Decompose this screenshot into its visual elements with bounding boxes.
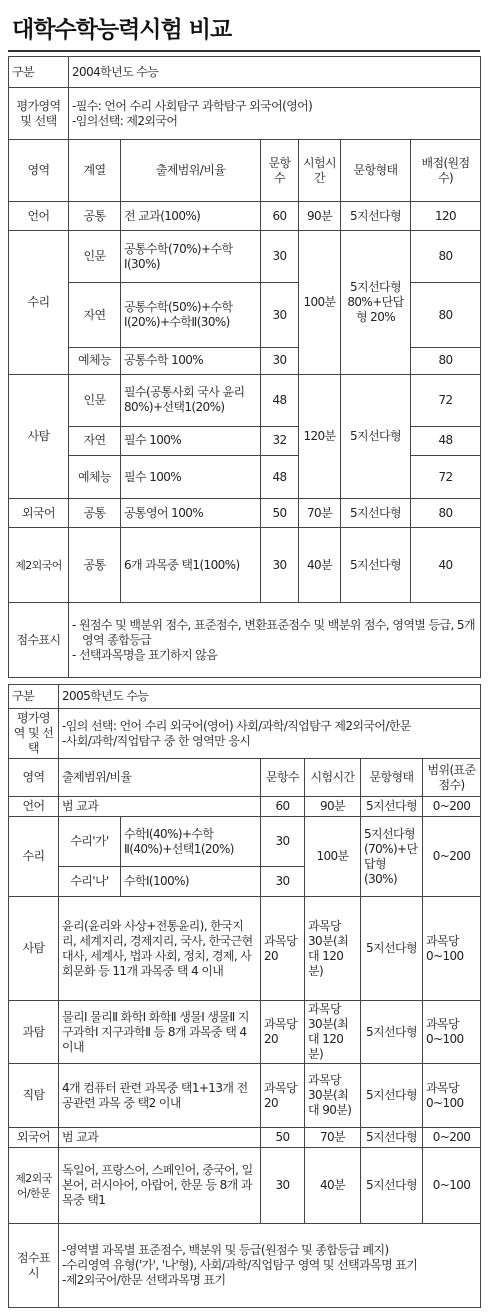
table-row xyxy=(9,499,481,528)
count-cell: 30 xyxy=(261,867,305,897)
eval-label: 평가영역 및 선택 xyxy=(9,88,69,140)
scope-cell: 필수 100% xyxy=(121,426,261,455)
points-cell: 80 xyxy=(411,231,481,283)
table-row xyxy=(9,603,481,678)
table-row xyxy=(9,57,481,88)
time-cell: 100분 xyxy=(299,231,341,374)
score-label: 점수표시 xyxy=(9,1224,59,1308)
eval-line: -사회/과학/직업탐구 중 한 영역만 응시 xyxy=(62,733,251,748)
area-cell: 사탐 xyxy=(9,374,69,499)
time-cell: 40분 xyxy=(305,1148,361,1224)
range-cell: 과목당 0~100 xyxy=(423,1001,481,1064)
table-row xyxy=(9,709,481,759)
range-cell: 0~200 xyxy=(423,817,481,897)
scope-cell: 필수 100% xyxy=(121,455,261,499)
count-cell: 과목당 20 xyxy=(261,897,305,1001)
table-2004 xyxy=(8,56,481,678)
type-cell: 5지선다형 xyxy=(361,1128,423,1148)
table-header-row xyxy=(9,140,481,202)
range-cell: 0~200 xyxy=(423,1128,481,1148)
area-cell: 언어 xyxy=(9,797,59,817)
type-cell: 5지선다형 xyxy=(361,897,423,1001)
table-row xyxy=(9,202,481,231)
eval-label: 평가영역 및 선택 xyxy=(9,709,59,759)
header-count: 문항수 xyxy=(261,759,305,797)
table-2005 xyxy=(8,684,481,1308)
score-line: - 선택과목명을 표기하지 않음 xyxy=(72,647,218,662)
range-cell: 0~200 xyxy=(423,797,481,817)
range-cell: 과목당 0~100 xyxy=(423,897,481,1001)
table-row xyxy=(9,1064,481,1128)
header-type: 문항형태 xyxy=(341,140,411,202)
points-cell: 72 xyxy=(411,455,481,499)
type-cell: 5지선다형 xyxy=(341,202,411,231)
header-area: 영역 xyxy=(9,759,59,797)
scope-cell: 공통수학(50%)+수학Ⅰ(20%)+수학Ⅱ(30%) xyxy=(121,283,261,347)
count-cell: 60 xyxy=(261,202,299,231)
type-cell: 5지선다형 xyxy=(361,797,423,817)
table-row xyxy=(9,88,481,140)
table-row xyxy=(9,1128,481,1148)
scope-cell: 범 교과 xyxy=(59,1128,261,1148)
score-content xyxy=(69,603,481,678)
title-divider xyxy=(8,50,480,52)
table-row xyxy=(9,1224,481,1308)
type-cell: 5지선다형(70%)+단답형(30%) xyxy=(361,817,423,897)
header-time: 시험시간 xyxy=(305,759,361,797)
scope-cell: 필수(공통사회 국사 윤리 80%)+선택1(20%) xyxy=(121,374,261,426)
eval-line: -임의 선택: 언어 수리 외국어(영어) 사회/과학/직업탐구 제2외국어/한문 xyxy=(62,718,411,733)
scope-cell: 공통영어 100% xyxy=(121,499,261,528)
range-cell: 0~100 xyxy=(423,1148,481,1224)
count-cell: 과목당 20 xyxy=(261,1001,305,1064)
table-row xyxy=(9,528,481,603)
score-content xyxy=(59,1224,481,1308)
count-cell: 48 xyxy=(261,374,299,426)
scope-cell: 수학Ⅰ(100%) xyxy=(121,867,261,897)
table-row xyxy=(9,817,481,867)
count-cell: 과목당 20 xyxy=(261,1064,305,1128)
count-cell: 50 xyxy=(261,499,299,528)
track-cell: 예체능 xyxy=(69,347,121,374)
label-col-header: 구분 xyxy=(9,685,59,709)
area-cell: 직탐 xyxy=(9,1064,59,1128)
area-cell: 제2외국어/한문 xyxy=(9,1148,59,1224)
type-cell: 5지선다형 xyxy=(361,1148,423,1224)
time-cell: 70분 xyxy=(305,1128,361,1148)
time-cell: 120분 xyxy=(299,374,341,499)
time-cell: 40분 xyxy=(299,528,341,603)
header-scope: 출제범위/비율 xyxy=(59,759,261,797)
table-row xyxy=(9,685,481,709)
type-cell: 5지선다형 xyxy=(361,1001,423,1064)
header-time: 시험시간 xyxy=(299,140,341,202)
count-cell: 30 xyxy=(261,283,299,347)
points-cell: 40 xyxy=(411,528,481,603)
count-cell: 32 xyxy=(261,426,299,455)
table-row xyxy=(9,897,481,1001)
label-col-header: 구분 xyxy=(9,57,69,88)
scope-cell: 독일어, 프랑스어, 스페인어, 중국어, 일본어, 러시아어, 아랍어, 한문 등 8개 과목중 택1 xyxy=(59,1148,261,1224)
table-row xyxy=(9,231,481,283)
points-cell: 48 xyxy=(411,426,481,455)
count-cell: 50 xyxy=(261,1128,305,1148)
track-cell: 수리'가' xyxy=(59,817,121,867)
eval-content xyxy=(59,709,481,759)
table-row xyxy=(9,426,481,455)
time-cell: 70분 xyxy=(299,499,341,528)
track-cell: 예체능 xyxy=(69,455,121,499)
exam-year-label: 2005학년도 수능 xyxy=(59,685,481,709)
type-cell: 5지선다형 xyxy=(361,1064,423,1128)
track-cell: 공통 xyxy=(69,528,121,603)
score-line: - 원점수 및 백분위 점수, 표준점수, 변환표준점수 및 백분위 점수, 영역별 등급, 5개 영역 종합등급 xyxy=(72,617,475,647)
area-cell: 사탐 xyxy=(9,897,59,1001)
header-count: 문항수 xyxy=(261,140,299,202)
points-cell: 80 xyxy=(411,347,481,374)
table-row xyxy=(9,797,481,817)
scope-cell: 공통수학 100% xyxy=(121,347,261,374)
points-cell: 120 xyxy=(411,202,481,231)
count-cell: 30 xyxy=(261,231,299,283)
eval-line: -임의선택: 제2외국어 xyxy=(72,113,178,128)
score-line: -제2외국어/한문 선택과목명 표기 xyxy=(62,1273,226,1287)
table-row xyxy=(9,283,481,347)
time-cell: 과목당 30분(최대 120분) xyxy=(305,1001,361,1064)
table-row xyxy=(9,1148,481,1224)
area-cell: 제2외국어 xyxy=(9,528,69,603)
type-cell: 5지선다형 xyxy=(341,499,411,528)
scope-cell: 수학Ⅰ(40%)+수학Ⅱ(40%)+선택1(20%) xyxy=(121,817,261,867)
header-range: 범위(표준점수) xyxy=(423,759,481,797)
area-cell: 수리 xyxy=(9,231,69,374)
page-title: 대학수학능력시험 비교 xyxy=(12,17,232,43)
count-cell: 30 xyxy=(261,347,299,374)
points-cell: 80 xyxy=(411,499,481,528)
count-cell: 60 xyxy=(261,797,305,817)
header-type: 문항형태 xyxy=(361,759,423,797)
table-header-row xyxy=(9,759,481,797)
scope-cell: 범 교과 xyxy=(59,797,261,817)
track-cell: 자연 xyxy=(69,426,121,455)
scope-cell: 4개 컴퓨터 관련 과목중 택1+13개 전공관련 과목 중 택2 이내 xyxy=(59,1064,261,1128)
time-cell: 90분 xyxy=(305,797,361,817)
table-row xyxy=(9,455,481,499)
table-row xyxy=(9,347,481,374)
scope-cell: 공통수학(70%)+수학Ⅰ(30%) xyxy=(121,231,261,283)
points-cell: 72 xyxy=(411,374,481,426)
count-cell: 30 xyxy=(261,1148,305,1224)
track-cell: 인문 xyxy=(69,374,121,426)
time-cell: 과목당 30분(최대 120분) xyxy=(305,897,361,1001)
area-cell: 외국어 xyxy=(9,1128,59,1148)
type-cell: 5지선다형 80%+단답형 20% xyxy=(341,231,411,374)
track-cell: 공통 xyxy=(69,202,121,231)
score-line: -영역별 과목별 표준점수, 백분위 및 등급(원점수 및 종합등급 폐지) xyxy=(62,1243,389,1257)
scope-cell: 물리Ⅰ 물리Ⅱ 화학Ⅰ 화학Ⅱ 생물Ⅰ 생물Ⅱ 지구과학Ⅰ 지구과학Ⅱ 등 8개 과목중 택 4 이내 xyxy=(59,1001,261,1064)
count-cell: 30 xyxy=(261,817,305,867)
time-cell: 90분 xyxy=(299,202,341,231)
table-row xyxy=(9,1001,481,1064)
header-scope: 출제범위/비율 xyxy=(121,140,261,202)
eval-content xyxy=(69,88,481,140)
track-cell: 인문 xyxy=(69,231,121,283)
count-cell: 48 xyxy=(261,455,299,499)
score-line: -수리영역 유형('가', '나'형), 사회/과학/직업탐구 영역 및 선택과목명 표기 xyxy=(62,1258,418,1272)
exam-year-label: 2004학년도 수능 xyxy=(69,57,481,88)
track-cell: 수리'나' xyxy=(59,867,121,897)
area-cell: 언어 xyxy=(9,202,69,231)
scope-cell: 6개 과목중 택1(100%) xyxy=(121,528,261,603)
track-cell: 자연 xyxy=(69,283,121,347)
area-cell: 과탐 xyxy=(9,1001,59,1064)
header-points: 배점(원점수) xyxy=(411,140,481,202)
type-cell: 5지선다형 xyxy=(341,374,411,499)
header-track: 계열 xyxy=(69,140,121,202)
type-cell: 5지선다형 xyxy=(341,528,411,603)
track-cell: 공통 xyxy=(69,499,121,528)
header-area: 영역 xyxy=(9,140,69,202)
time-cell: 100분 xyxy=(305,817,361,897)
scope-cell: 전 교과(100%) xyxy=(121,202,261,231)
points-cell: 80 xyxy=(411,283,481,347)
time-cell: 과목당 30분(최대 90분) xyxy=(305,1064,361,1128)
score-label: 점수표시 xyxy=(9,603,69,678)
table-row xyxy=(9,374,481,426)
count-cell: 30 xyxy=(261,528,299,603)
scope-cell: 윤리(윤리와 사상+전통윤리), 한국지리, 세계지리, 경제지리, 국사, 한국근현대사, 세계사, 법과 사회, 정치, 경제, 사회문화 등 11개 과목중 택 4 이내 xyxy=(59,897,261,1001)
range-cell: 과목당 0~100 xyxy=(423,1064,481,1128)
eval-line: -필수: 언어 수리 사회탐구 과학탐구 외국어(영어) xyxy=(72,98,313,113)
area-cell: 수리 xyxy=(9,817,59,897)
area-cell: 외국어 xyxy=(9,499,69,528)
